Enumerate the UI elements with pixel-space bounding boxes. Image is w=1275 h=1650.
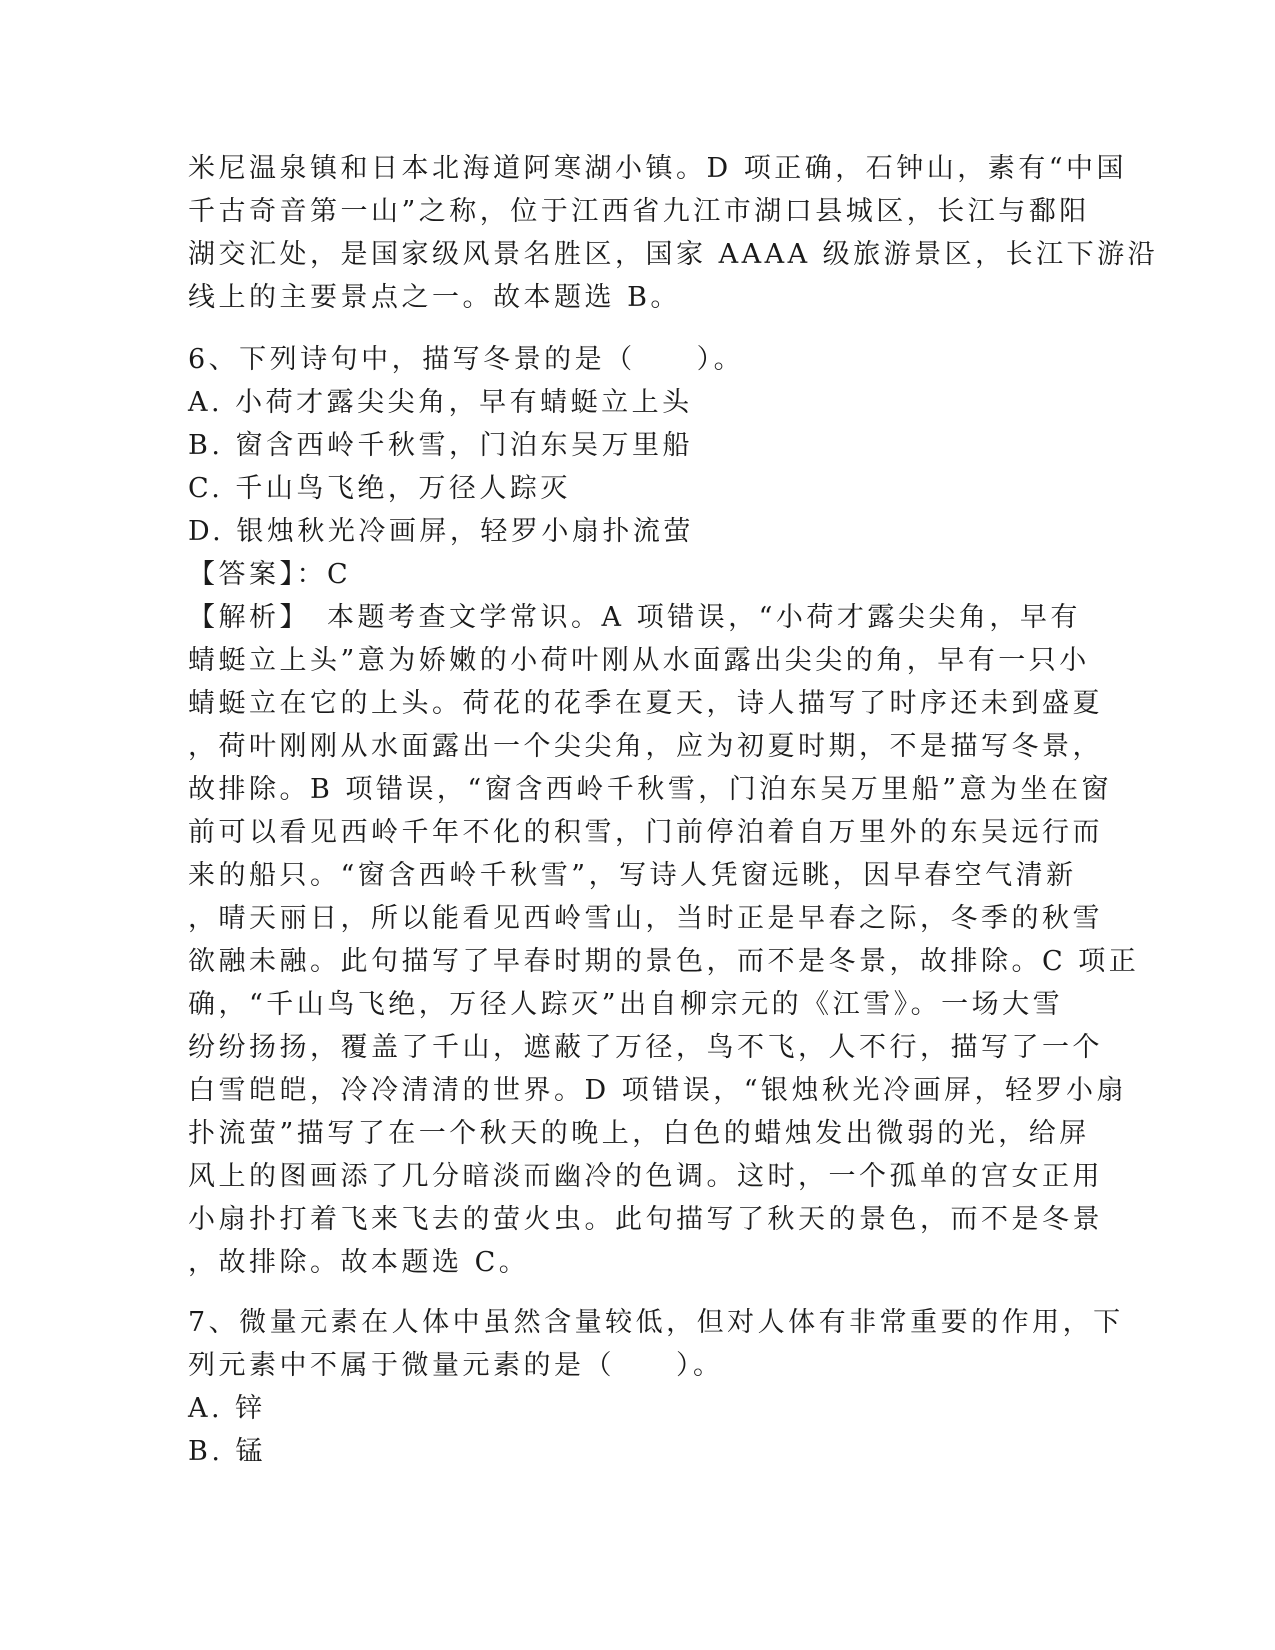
paragraph-line: 线上的主要景点之一。故本题选 B。 [188, 282, 681, 313]
analysis-line: ，故排除。故本题选 C。 [188, 1247, 530, 1278]
question-7 [188, 1301, 1124, 1473]
previous-answer-continuation [188, 147, 1159, 319]
analysis-line: 故排除。B 项错误，“窗含西岭千秋雪，门泊东吴万里船”意为坐在窗 [188, 774, 1113, 805]
option-a: A. 锌 [188, 1393, 266, 1424]
paragraph-line: 湖交汇处，是国家级风景名胜区，国家 AAAA 级旅游景区，长江下游沿 [188, 239, 1159, 270]
analysis-line: ，晴天丽日，所以能看见西岭雪山，当时正是早春之际，冬季的秋雪 [188, 903, 1103, 934]
analysis-line: 白雪皑皑，冷冷清清的世界。D 项错误，“银烛秋光冷画屏，轻罗小扇 [188, 1075, 1128, 1106]
answer-line: 【答案】：C [188, 559, 352, 590]
analysis-block [188, 596, 1140, 1284]
question-text: 列元素中不属于微量元素的是（ ）。 [188, 1350, 724, 1381]
analysis-line: 风上的图画添了几分暗淡而幽冷的色调。这时，一个孤单的宫女正用 [188, 1161, 1103, 1192]
option-a: A. 小荷才露尖尖角，早有蜻蜓立上头 [188, 387, 693, 418]
option-c: C. 千山鸟飞绝，万径人踪灭 [188, 473, 571, 504]
analysis-line: 前可以看见西岭千年不化的积雪，门前停泊着自万里外的东吴远行而 [188, 817, 1103, 848]
analysis-line: 来的船只。“窗含西岭千秋雪”，写诗人凭窗远眺，因早春空气清新 [188, 860, 1077, 891]
analysis-line: ，荷叶刚刚从水面露出一个尖尖角，应为初夏时期，不是描写冬景， [188, 731, 1103, 762]
analysis-line: 确，“千山鸟飞绝，万径人踪灭”出自柳宗元的《江雪》。一场大雪 [188, 989, 1064, 1020]
analysis-line: 扑流萤”描写了在一个秋天的晚上，白色的蜡烛发出微弱的光，给屏 [188, 1118, 1090, 1149]
analysis-line: 欲融未融。此句描写了早春时期的景色，而不是冬景，故排除。C 项正 [188, 946, 1140, 977]
option-b: B. 窗含西岭千秋雪，门泊东吴万里船 [188, 430, 694, 461]
analysis-line: 小扇扑打着飞来飞去的萤火虫。此句描写了秋天的景色，而不是冬景 [188, 1204, 1103, 1235]
paragraph-line: 米尼温泉镇和日本北海道阿寒湖小镇。D 项正确，石钟山，素有“中国 [188, 153, 1128, 184]
analysis-line: 【解析】 本题考查文学常识。A 项错误，“小荷才露尖尖角，早有 [188, 602, 1081, 633]
analysis-line: 蜻蜓立上头”意为娇嫩的小荷叶刚从水面露出尖尖的角，早有一只小 [188, 645, 1090, 676]
option-d: D. 银烛秋光冷画屏，轻罗小扇扑流萤 [188, 516, 694, 547]
option-b: B. 锰 [188, 1436, 267, 1467]
question-text: 7、微量元素在人体中虽然含量较低，但对人体有非常重要的作用，下 [188, 1307, 1124, 1338]
analysis-line: 纷纷扬扬，覆盖了千山，遮蔽了万径，鸟不飞，人不行，描写了一个 [188, 1032, 1103, 1063]
document-page [188, 147, 1159, 1473]
question-6 [188, 338, 1140, 1284]
analysis-line: 蜻蜓立在它的上头。荷花的花季在夏天，诗人描写了时序还未到盛夏 [188, 688, 1103, 719]
paragraph-line: 千古奇音第一山”之称，位于江西省九江市湖口县城区，长江与鄱阳 [188, 196, 1090, 227]
question-text: 6、下列诗句中，描写冬景的是（ ）。 [188, 344, 745, 375]
